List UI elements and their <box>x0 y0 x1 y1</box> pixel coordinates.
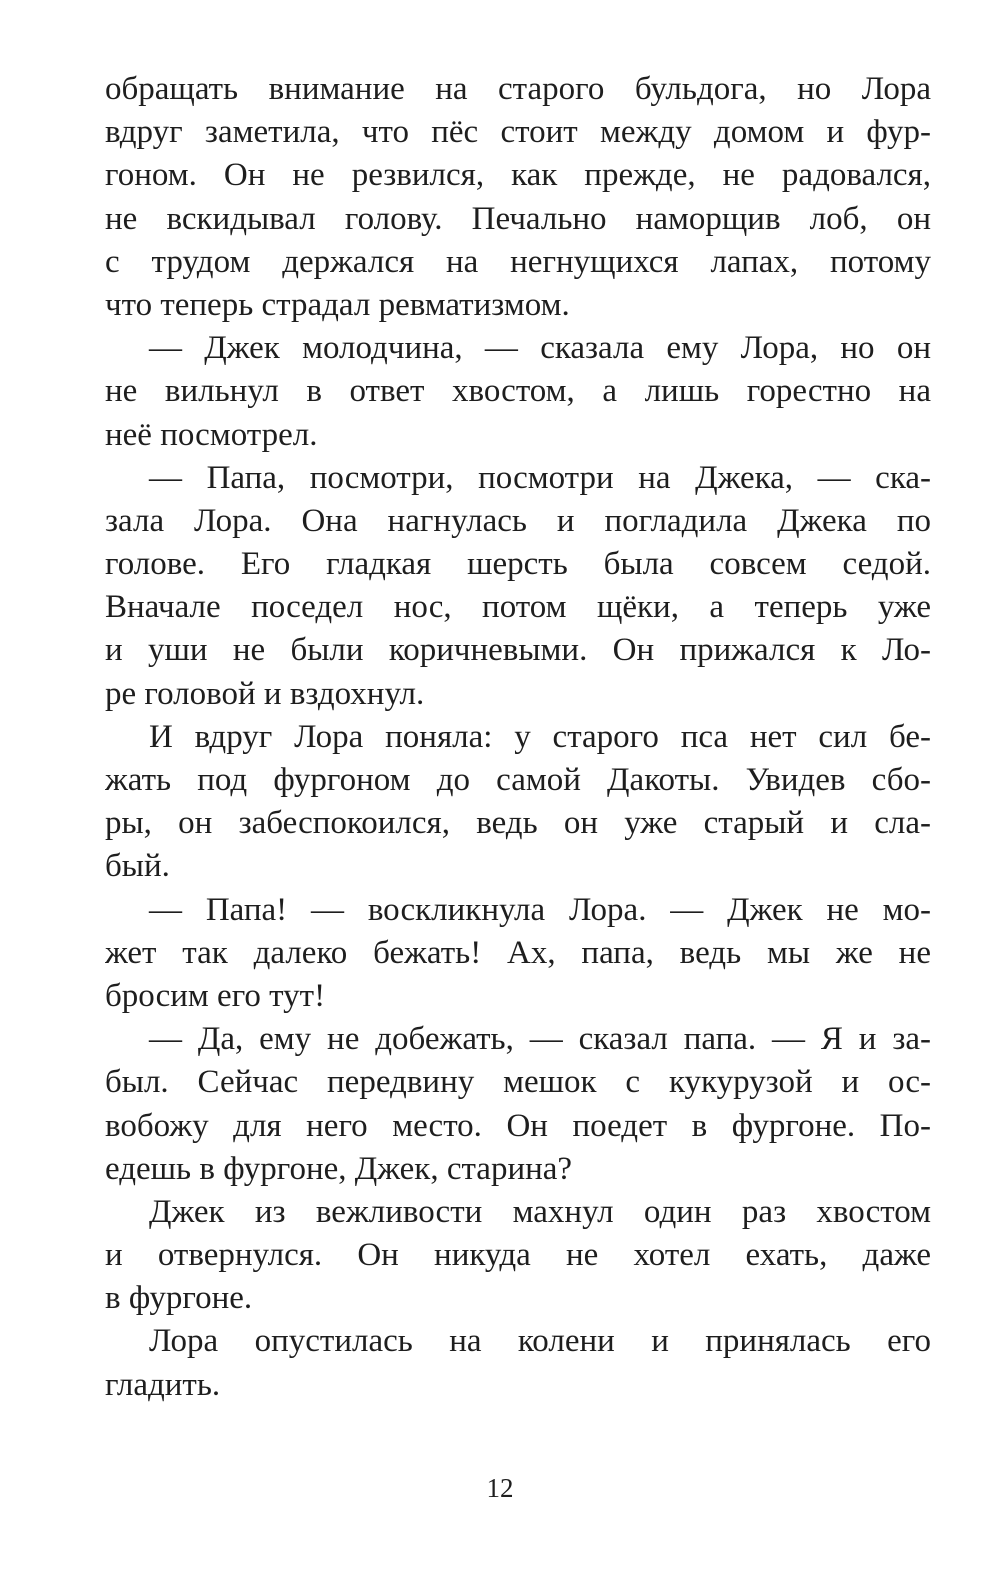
text-line: едешь в фургоне, Джек, старина? <box>105 1150 573 1187</box>
text-line: не вскидывал голову. Печально наморщив лоб, он <box>105 200 931 237</box>
text-line: И вдруг Лора поняла: у старого пса нет сил бе- <box>149 718 931 755</box>
text-line: вдруг заметила, что пёс стоит между домом и фур- <box>105 114 931 151</box>
text-line: гоном. Он не резвился, как прежде, не радовался, <box>105 157 931 194</box>
text-line: обращать внимание на старого бульдога, но Лора <box>105 71 931 107</box>
page-number: 12 <box>486 1473 514 1503</box>
text-line: был. Сейчас передвину мешок с кукурузой и ос- <box>105 1064 931 1101</box>
text-line: бросим его тут! <box>105 977 326 1014</box>
text-line: гладить. <box>105 1366 221 1403</box>
text-line: жет так далеко бежать! Ах, папа, ведь мы же не <box>105 934 931 971</box>
text-line: Джек из вежливости махнул один раз хвостом <box>149 1193 931 1230</box>
text-line: — Джек молодчина, — сказала ему Лора, но он <box>149 330 931 367</box>
text-line: что теперь страдал ревматизмом. <box>105 286 570 323</box>
text-line: зала Лора. Она нагнулась и погладила Джека по <box>105 502 931 539</box>
text-line: голове. Его гладкая шерсть была совсем седой. <box>105 546 931 583</box>
text-line: Лора опустилась на колени и принялась его <box>149 1323 931 1360</box>
text-line: ры, он забеспокоился, ведь он уже старый и сла- <box>105 805 931 842</box>
text-line: и уши не были коричневыми. Он прижался к Ло- <box>105 632 931 669</box>
text-line: Вначале поседел нос, потом щёки, а теперь уже <box>105 589 931 626</box>
body-text <box>105 68 931 1407</box>
text-line: — Папа, посмотри, посмотри на Джека, — ска- <box>149 459 931 496</box>
text-line: не вильнул в ответ хвостом, а лишь горестно на <box>105 373 931 410</box>
text-line: и отвернулся. Он никуда не хотел ехать, даже <box>105 1237 931 1274</box>
text-line: ре головой и вздохнул. <box>105 675 425 712</box>
text-line: — Папа! — воскликнула Лора. — Джек не мо- <box>149 891 931 928</box>
text-line: в фургоне. <box>105 1280 253 1317</box>
text-line: вобожу для него место. Он поедет в фургоне. По- <box>105 1107 931 1144</box>
text-line: жать под фургоном до самой Дакоты. Увидев сбо- <box>105 762 931 798</box>
text-line: бый. <box>105 848 170 885</box>
text-line: с трудом держался на негнущихся лапах, потому <box>105 243 931 280</box>
text-line: неё посмотрел. <box>105 416 318 453</box>
text-line: — Да, ему не добежать, — сказал папа. — Я и за- <box>149 1021 931 1058</box>
